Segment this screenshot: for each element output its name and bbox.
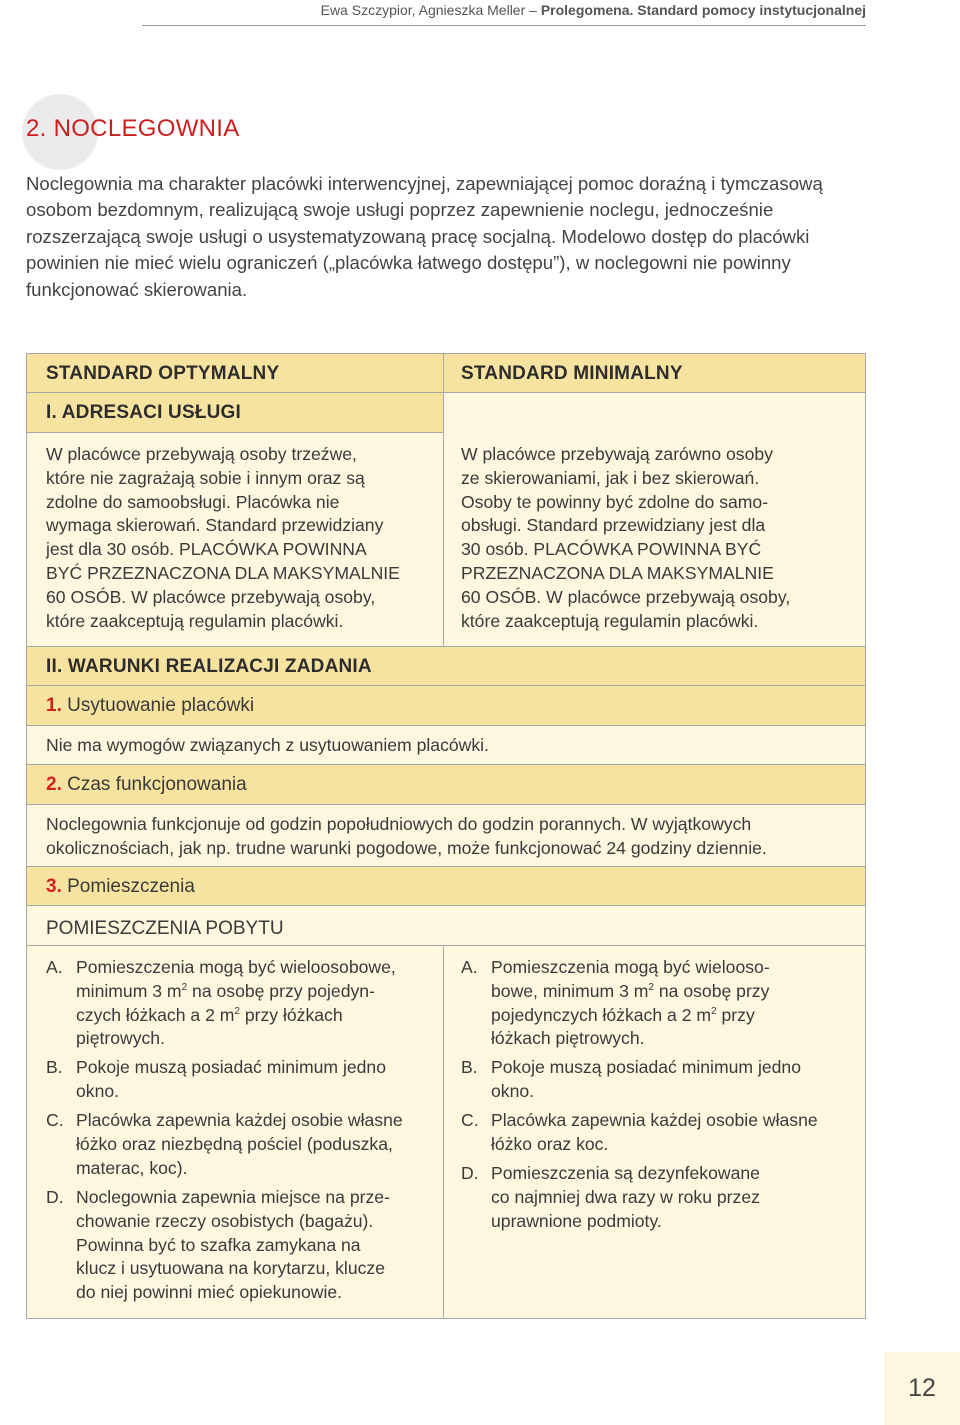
text-line: Pomieszczenia mogą być wieloosо- [491,957,770,977]
header-text [321,2,866,18]
recipients-header: I. ADRESACI USŁUGI [46,402,242,423]
intro-paragraph: Noclegownia ma charakter placówki interwencyjnej, zapewniającej pomoc doraźną i tymczasową osobom bezdomnym, realizującą swoje usługi poprzez zapewnienie noclegu, jednocześnie rozszerzającą swoje usługi o usystematyzowaną pracę socjalną. Modelowo dostęp do placówki powinien nie mieć wielu ograniczeń („placówka łatwego dostępu”), w noclegowni nie powinny funkcjonować skierowania. [26,173,823,300]
text-line: Noclegownia funkcjonuje od godzin popołudniowych do godzin porannych. W wyjątkowych [46,814,752,834]
minimal-recipients-text [461,443,790,633]
text-part: na osobę przy [653,980,770,1001]
item-letter: B. [461,1057,478,1077]
section-title: 2. NOCLEGOWNIA [26,115,240,142]
text-line: Osoby te powinny być zdolne do samo- [461,491,769,512]
text-part: czych łóżkach a 2 m [76,1004,235,1025]
item-text [76,1056,436,1104]
row-line [27,725,865,726]
superscript: 2 [648,981,654,993]
row-line [27,804,865,805]
hours-text [46,813,767,861]
text-line: co najmniej dwa razy w roku przez [491,1186,760,1207]
location-title-text: Usytuowanie placówki [61,695,255,716]
row-line [27,945,865,946]
row-line [27,392,865,393]
column-divider-top [443,354,444,647]
item-text [491,1109,861,1157]
row-line [27,905,865,906]
text-line: BYĆ PRZEZNACZONA DLA MAKSYMALNIE [46,562,400,583]
text-line: PRZEZNACZONA DLA MAKSYMALNIE [461,562,774,583]
text-line [76,980,436,1004]
text-line: Placówka zapewnia każdej osobie własne [76,1110,403,1130]
item-letter: D. [46,1187,64,1207]
text-line: 30 osób. PLACÓWKA POWINNA BYĆ [461,539,762,560]
item-letter: A. [461,957,478,977]
text-line: łóżko oraz niezbędną pościel (poduszka, [76,1133,393,1154]
location-text: Nie ma wymogów związanych z usytuowaniem placówki. [46,735,489,755]
header-authors: Ewa Szczypior, Agnieszka Meller – [320,2,541,18]
row-line [27,646,865,647]
text-line: zdolne do samoobsługi. Placówka nie [46,491,340,512]
superscript: 2 [234,1005,240,1017]
item-text [491,956,851,1051]
location-title [46,694,254,718]
text-line: które nie zagrażają sobie i innym oraz są [46,467,365,488]
row-line [27,432,444,433]
text-part: przy [716,1004,755,1025]
item-letter: C. [461,1110,479,1130]
item-letter: C. [46,1110,64,1130]
section-intro [26,171,866,303]
item-text [76,1186,436,1305]
text-line: Pomieszczenia mogą być wieloosobowe, [76,957,396,977]
item-letter: A. [46,957,63,977]
rooms-number: 3. [46,876,62,897]
text-line: okno. [491,1080,535,1101]
hours-title [46,773,247,797]
text-line: obsługi. Standard przewidziany jest dla [461,515,766,536]
text-part: bowe, minimum 3 m [491,980,649,1001]
row-line [27,866,865,867]
page-number: 12 [908,1374,936,1402]
text-line: ze skierowaniami, jak i bez skierowań. [461,467,760,488]
text-part: minimum 3 m [76,980,182,1001]
rooms-subheader: POMIESZCZENIA POBYTU [46,918,284,939]
row-line [27,685,865,686]
text-line: 60 OSÓB. W placówce przebywają osoby, [46,586,376,607]
text-line: łóżkach piętrowych. [491,1028,645,1049]
item-letter: B. [46,1057,63,1077]
item-letter: D. [461,1163,479,1183]
text-line: W placówce przebywają zarówno osoby [461,444,773,464]
optimal-recipients-text [46,443,400,633]
hours-title-text: Czas funkcjonowania [61,774,247,795]
text-part: przy łóżkach [239,1004,343,1025]
text-line: klucz i usytuowana na korytarzu, klucze [76,1258,386,1279]
conditions-header: II. WARUNKI REALIZACJI ZADANIA [46,656,372,677]
rooms-title-text: Pomieszczenia [61,876,195,897]
item-text [491,1162,861,1233]
text-line [491,980,851,1004]
text-line: uprawnione podmioty. [491,1210,662,1231]
text-line: Noclegownia zapewnia miejsce na prze- [76,1187,390,1207]
text-line: które zaakceptują regulamin placówki. [461,610,759,631]
superscript: 2 [181,981,188,993]
header-rule [142,25,866,26]
page-number-box [884,1352,960,1425]
text-line: Powinna być to szafka zamykana na [76,1234,361,1255]
standards-table [26,353,866,1319]
text-line: okolicznościach, jak np. trudne warunki pogodowe, może funkcjonować 24 godziny dziennie. [46,837,767,858]
text-line: Placówka zapewnia każdej osobie własne [491,1110,818,1130]
hours-number: 2. [46,774,62,795]
header-title: Prolegomena. Standard pomocy instytucjonalnej [540,2,866,18]
item-text [76,1109,436,1180]
text-line: do niej powinni mieć opiekunowie. [76,1282,343,1303]
text-line: jest dla 30 osób. PLACÓWKA POWINNA [46,539,367,560]
item-text [491,1056,861,1104]
text-line [76,1004,436,1028]
text-line: które zaakceptują regulamin placówki. [46,610,344,631]
text-line: łóżko oraz koc. [491,1133,609,1154]
text-line: chowanie rzeczy osobistych (bagażu). [76,1210,374,1231]
minimal-standard-header: STANDARD MINIMALNY [461,363,683,384]
text-line: okno. [76,1080,120,1101]
text-line: piętrowych. [76,1028,165,1049]
text-line: W placówce przebywają osoby trzeźwe, [46,444,357,464]
row-line [27,764,865,765]
text-line: materac, koc). [76,1157,188,1178]
column-divider-bottom [443,945,444,1319]
text-line: Pokoje muszą posiadać minimum jedno [491,1057,801,1077]
rooms-title [46,875,195,899]
text-part: pojedynczych łóżkach a 2 m [491,1004,712,1025]
text-line: 60 OSÓB. W placówce przebywają osoby, [461,586,791,607]
text-part: na osobę przy pojedyn- [187,980,375,1001]
text-line [491,1004,851,1028]
item-text [76,956,436,1051]
optimal-standard-header: STANDARD OPTYMALNY [46,363,280,384]
text-line: Pokoje muszą posiadać minimum jedno [76,1057,386,1077]
superscript: 2 [711,1005,717,1017]
text-line: wymaga skierowań. Standard przewidziany [46,515,384,536]
text-line: Pomieszczenia są dezynfekowane [491,1163,760,1183]
running-header [0,0,960,26]
location-number: 1. [46,695,62,716]
